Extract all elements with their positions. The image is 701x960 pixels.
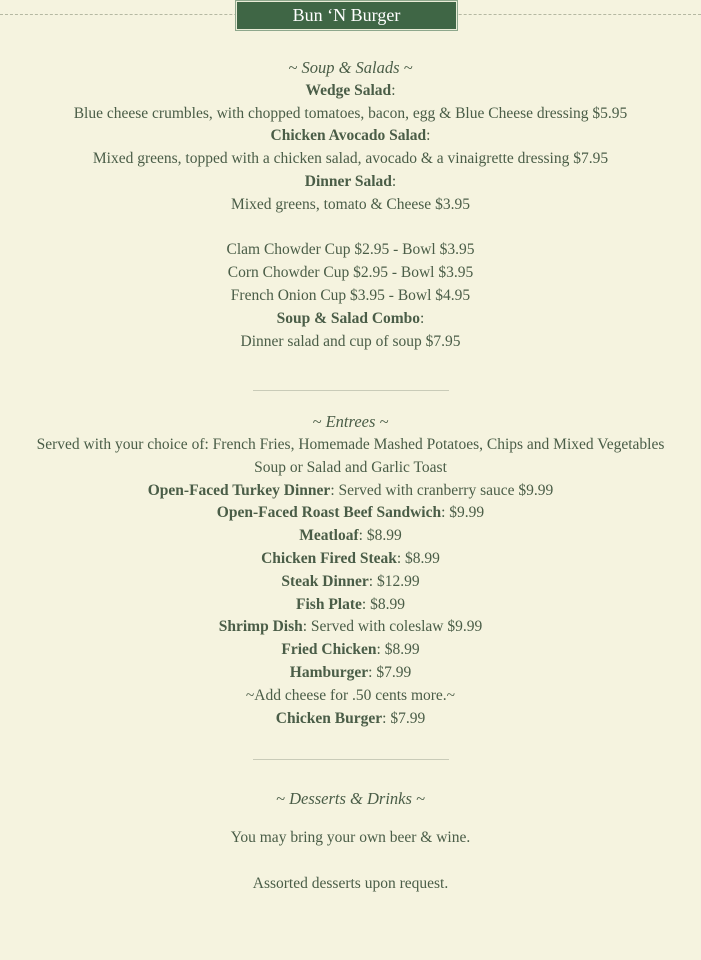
item-detail: : $8.99 xyxy=(396,549,440,567)
spacer xyxy=(0,376,701,390)
menu-item-dinner-salad-title: Dinner Salad: xyxy=(304,172,397,190)
item-detail: : Served with coleslaw $9.99 xyxy=(302,618,483,636)
section-heading-entrees: ~ Entrees ~ xyxy=(312,412,389,432)
menu-content xyxy=(0,57,701,896)
item-name: Dinner Salad xyxy=(304,172,392,190)
menu-item-chicken-avocado-desc: Mixed greens, topped with a chicken salad, avocado & a vinaigrette dressing $7.95 xyxy=(92,150,609,168)
spacer xyxy=(0,353,701,376)
page-title: Bun ‘N Burger xyxy=(236,1,457,30)
spacer xyxy=(0,850,701,873)
item-name: Chicken Burger xyxy=(275,709,383,727)
item-name: Shrimp Dish xyxy=(218,618,303,636)
item-name: Fish Plate xyxy=(296,595,362,613)
item-name: Fried Chicken xyxy=(281,641,377,659)
menu-item-corn-chowder: Corn Chowder Cup $2.95 - Bowl $3.95 xyxy=(227,264,474,282)
menu-item-entree xyxy=(0,548,701,571)
menu-item-entree xyxy=(0,571,701,594)
menu-item-entree xyxy=(0,616,701,639)
menu-item-entree xyxy=(0,639,701,662)
item-detail: : $7.99 xyxy=(382,709,426,727)
spacer xyxy=(0,391,701,411)
menu-item-entree xyxy=(0,525,701,548)
menu-item-soup-salad-combo-title: Soup & Salad Combo: xyxy=(276,309,425,327)
item-name: Hamburger xyxy=(289,663,369,681)
spacer xyxy=(0,730,701,753)
item-detail: : $8.99 xyxy=(376,641,420,659)
section-heading-desserts-drinks: ~ Desserts & Drinks ~ xyxy=(276,789,425,809)
item-name: Meatloaf xyxy=(299,527,359,545)
item-detail: : $9.99 xyxy=(441,504,485,522)
item-detail: : $8.99 xyxy=(358,527,402,545)
menu-item-entree xyxy=(0,594,701,617)
menu-item-dinner-salad-desc: Mixed greens, tomato & Cheese $3.95 xyxy=(231,195,470,213)
menu-item-chicken-avocado-title: Chicken Avocado Salad: xyxy=(270,127,431,145)
menu-item-french-onion: French Onion Cup $3.95 - Bowl $4.95 xyxy=(230,286,471,304)
item-name: Wedge Salad xyxy=(305,81,392,99)
menu-item-entree xyxy=(0,708,701,731)
menu-item-wedge-salad-desc: Blue cheese crumbles, with chopped tomatoes, bacon, egg & Blue Cheese dressing $5.95 xyxy=(73,104,628,122)
menu-item-entree xyxy=(0,502,701,525)
cheese-note: ~Add cheese for .50 cents more.~ xyxy=(245,686,456,704)
item-name: Chicken Fired Steak xyxy=(261,549,397,567)
item-detail: : $8.99 xyxy=(361,595,405,613)
spacer xyxy=(0,811,701,827)
item-name: Soup & Salad Combo xyxy=(276,309,421,327)
menu-item-clam-chowder: Clam Chowder Cup $2.95 - Bowl $3.95 xyxy=(226,241,475,259)
section-heading-soup-salads: ~ Soup & Salads ~ xyxy=(288,58,413,77)
item-name: Open-Faced Turkey Dinner xyxy=(147,481,331,499)
menu-item-entree xyxy=(0,480,701,503)
entrees-soup-salad-note: Soup or Salad and Garlic Toast xyxy=(254,458,447,476)
spacer xyxy=(0,217,701,240)
item-name: Open-Faced Roast Beef Sandwich xyxy=(216,504,442,522)
desserts-note: Assorted desserts upon request. xyxy=(252,874,449,892)
menu-item-wedge-salad-title: Wedge Salad: xyxy=(305,81,396,99)
item-detail: : $7.99 xyxy=(368,663,412,681)
item-name: Steak Dinner xyxy=(281,572,369,590)
item-detail: : $12.99 xyxy=(368,572,420,590)
menu-item-entree xyxy=(0,662,701,685)
menu-item-soup-salad-combo-desc: Dinner salad and cup of soup $7.95 xyxy=(240,332,461,350)
item-name: Chicken Avocado Salad xyxy=(270,127,427,145)
item-detail: : Served with cranberry sauce $9.99 xyxy=(330,481,554,499)
entrees-sides-note: Served with your choice of: French Fries, Homemade Mashed Potatoes, Chips and Mixed Vegetables xyxy=(36,435,665,453)
byob-note: You may bring your own beer & wine. xyxy=(230,828,471,846)
spacer xyxy=(0,760,701,788)
